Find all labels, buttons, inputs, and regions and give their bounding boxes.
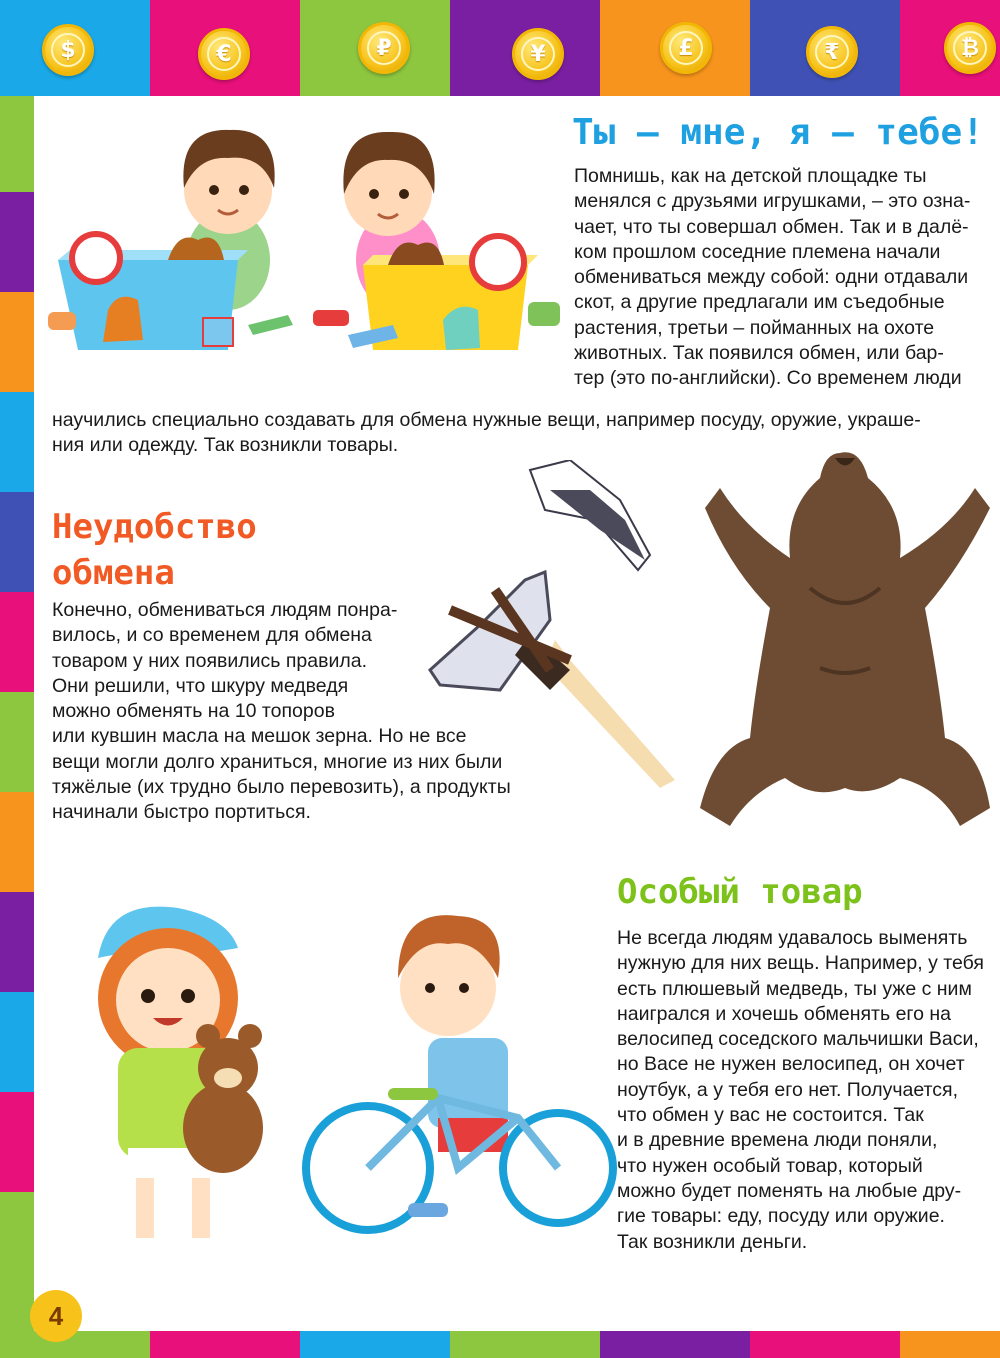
section1-paragraph-full: научились специально создавать для обмена нужные вещи, например посуду, оружие, украше- ния или одежду. Так возникли товары. — [52, 409, 921, 457]
rupee-coin-icon: ₹ — [806, 26, 858, 78]
kids-with-bear-and-bicycle-illustration — [58, 888, 618, 1258]
pound-coin-icon: £ — [660, 22, 712, 74]
section2-paragraph: Конечно, обмениваться людям понра- вилось, и со временем для обмена товаром у них появились правила. Они решили, что шкуру медведя можно обменять на 10 топоров или кувшин масла на мешок зерна. Но не все вещи могли долго храниться, многие из них были тяжёлые (их трудно было перевозить), а продукты начинали быстро портиться. — [52, 599, 511, 824]
section-title-special-goods: Особый товар — [617, 872, 863, 912]
euro-coin-icon: € — [198, 28, 250, 80]
section3-paragraph: Не всегда людям удавалось выменять нужную для них вещь. Например, у тебя есть плюшевый медведь, ты уже с ним наигрался и хочешь обменять его на велосипед соседского мальчишки Васи, но Васе не нужен велосипед, он хочет ноутбук, а у тебя его нет. Получается, что обмен у вас не состоится. Так и в древние времена люди поняли, что нужен особый товар, который можно будет поменять на любые дру- гие товары: еду, посуду или оружие. Так возникли деньги. — [617, 927, 984, 1253]
yen-coin-icon: ¥ — [512, 28, 564, 80]
stone-axe-illustration — [420, 460, 690, 790]
section-title-inconvenience: Неудобство обмена — [52, 507, 257, 593]
ruble-coin-icon: ₽ — [358, 22, 410, 74]
dollar-coin-icon: $ — [42, 24, 94, 76]
bear-skin-illustration — [690, 448, 1000, 840]
kids-exchanging-toys-illustration — [48, 110, 568, 380]
page-number: 4 — [30, 1290, 82, 1342]
section-title-barter: Ты – мне, я – тебе! — [572, 112, 984, 153]
bitcoin-coin-icon: ₿ — [944, 22, 996, 74]
section1-paragraph-right: Помнишь, как на детской площадке ты менялся с друзьями игрушками, – это озна- чает, что ты совершал обмен. Так и в далё- ком прошлом соседние племена начали обмениваться между собой: одни отдавали скот, а другие предлагали им съедобные растения, третьи – пойманных на охоте животных. Так появился обмен, или бар- тер (это по-английски). Со временем люди — [574, 165, 971, 390]
